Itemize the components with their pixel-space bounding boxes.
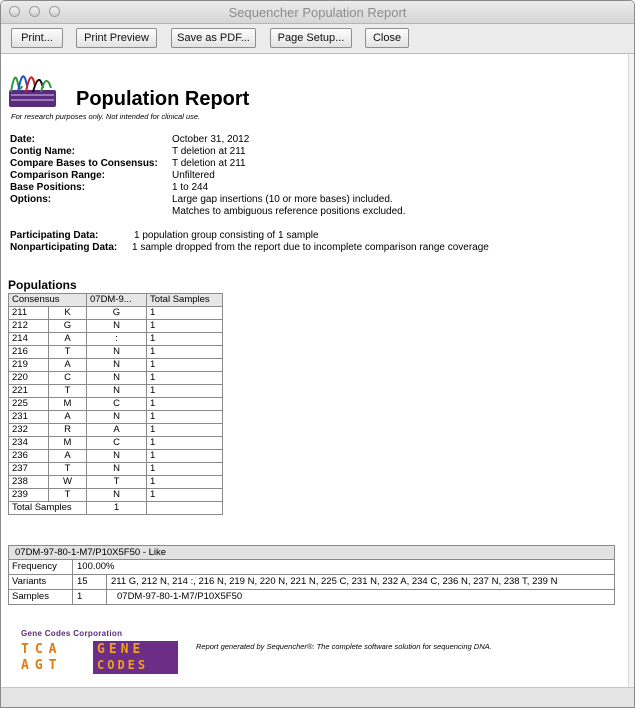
cell-sample-base: N	[87, 463, 147, 476]
cell-sample-base: C	[87, 437, 147, 450]
cell-total-samples: 1	[147, 359, 223, 372]
total-samples-value: 1	[87, 502, 147, 515]
title-bar[interactable]	[1, 1, 634, 24]
footer-text: Report generated by Sequencher®: The complete software solution for sequencing DNA.	[196, 642, 492, 651]
cell-consensus-base: R	[49, 424, 87, 437]
nonparticipating-value: 1 sample dropped from the report due to incomplete comparison range coverage	[132, 242, 489, 253]
cell-total-samples: 1	[147, 333, 223, 346]
cell-position: 238	[9, 476, 49, 489]
cell-sample-base: A	[87, 424, 147, 437]
table-row	[9, 385, 223, 398]
cell-position: 225	[9, 398, 49, 411]
cell-consensus-base: G	[49, 320, 87, 333]
samples-name: 07DM-97-80-1-M7/P10X5F50	[117, 591, 243, 602]
info-value-compare: T deletion at 211	[172, 158, 246, 169]
cell-sample-base: N	[87, 359, 147, 372]
cell-total-samples: 1	[147, 424, 223, 437]
info-label-compare: Compare Bases to Consensus:	[10, 158, 158, 169]
info-label-options: Options:	[10, 194, 52, 205]
report-content	[1, 54, 634, 687]
cell-consensus-base: T	[49, 489, 87, 502]
cell-consensus-base: C	[49, 372, 87, 385]
cell-position: 231	[9, 411, 49, 424]
sequencher-logo-icon	[9, 64, 57, 108]
cell-position: 232	[9, 424, 49, 437]
populations-table	[8, 293, 223, 515]
info-label-range: Comparison Range:	[10, 170, 106, 181]
header-consensus: Consensus	[9, 294, 87, 307]
participating-value: 1 population group consisting of 1 sample	[134, 230, 319, 241]
table-row	[9, 476, 223, 489]
samples-label: Samples	[9, 590, 73, 604]
cell-total-samples: 1	[147, 346, 223, 359]
cell-total-samples: 1	[147, 437, 223, 450]
populations-heading: Populations	[8, 278, 77, 292]
table-row	[9, 359, 223, 372]
variants-label: Variants	[9, 575, 73, 589]
variants-count: 15	[73, 575, 107, 589]
frequency-row	[9, 560, 614, 575]
cell-total-samples: 1	[147, 307, 223, 320]
info-value-date: October 31, 2012	[172, 134, 250, 145]
cell-total-samples: 1	[147, 463, 223, 476]
info-value-range: Unfiltered	[172, 170, 215, 181]
total-samples-row	[9, 502, 223, 515]
print-preview-button[interactable]: Print Preview	[76, 28, 157, 48]
cell-consensus-base: A	[49, 411, 87, 424]
table-row	[9, 450, 223, 463]
cell-sample-base: N	[87, 450, 147, 463]
population-summary	[8, 545, 615, 605]
cell-total-samples: 1	[147, 372, 223, 385]
table-row	[9, 346, 223, 359]
frequency-label: Frequency	[9, 560, 73, 574]
cell-position: 221	[9, 385, 49, 398]
variants-row	[9, 575, 614, 590]
cell-total-samples: 1	[147, 489, 223, 502]
status-bar	[1, 687, 634, 708]
samples-row	[9, 590, 614, 604]
logo-agt: AGT	[21, 658, 63, 673]
cell-total-samples: 1	[147, 320, 223, 333]
nonparticipating-label: Nonparticipating Data:	[10, 242, 118, 253]
cell-position: 220	[9, 372, 49, 385]
table-row	[9, 424, 223, 437]
cell-total-samples: 1	[147, 476, 223, 489]
cell-consensus-base: T	[49, 346, 87, 359]
table-row	[9, 372, 223, 385]
cell-position: 234	[9, 437, 49, 450]
cell-position: 219	[9, 359, 49, 372]
table-row	[9, 333, 223, 346]
cell-sample-base: :	[87, 333, 147, 346]
cell-sample-base: N	[87, 385, 147, 398]
cell-position: 237	[9, 463, 49, 476]
cell-consensus-base: A	[49, 333, 87, 346]
table-row	[9, 489, 223, 502]
info-value-positions: 1 to 244	[172, 182, 209, 193]
cell-consensus-base: T	[49, 385, 87, 398]
participating-label: Participating Data:	[10, 230, 99, 241]
cell-consensus-base: A	[49, 359, 87, 372]
frequency-value: 100.00%	[77, 561, 115, 572]
cell-consensus-base: T	[49, 463, 87, 476]
cell-consensus-base: A	[49, 450, 87, 463]
company-name: Gene Codes Corporation	[21, 629, 123, 638]
logo-codes: CODES	[97, 658, 149, 672]
cell-sample-base: N	[87, 372, 147, 385]
cell-position: 216	[9, 346, 49, 359]
cell-position: 239	[9, 489, 49, 502]
cell-sample-base: N	[87, 411, 147, 424]
table-row	[9, 437, 223, 450]
info-value-options-2: Matches to ambiguous reference positions excluded.	[172, 206, 406, 217]
logo-tca: TCA	[21, 642, 63, 657]
cell-consensus-base: M	[49, 398, 87, 411]
cell-position: 211	[9, 307, 49, 320]
info-value-contig: T deletion at 211	[172, 146, 246, 157]
gene-codes-logo	[93, 641, 178, 674]
table-row	[9, 307, 223, 320]
print-button[interactable]: Print...	[11, 28, 63, 48]
report-title: Population Report	[76, 88, 250, 110]
info-label-date: Date:	[10, 134, 36, 145]
header-total-samples: Total Samples	[147, 294, 223, 307]
info-label-contig: Contig Name:	[10, 146, 75, 157]
logo-gene: GENE	[97, 642, 145, 657]
cell-sample-base: N	[87, 320, 147, 333]
page-setup-button[interactable]: Page Setup...	[270, 28, 352, 48]
cell-total-samples: 1	[147, 398, 223, 411]
table-row	[9, 320, 223, 333]
header-sample: 07DM-9...	[87, 294, 147, 307]
total-samples-empty	[147, 502, 223, 515]
cell-sample-base: N	[87, 489, 147, 502]
variants-list: 211 G, 212 N, 214 :, 216 N, 219 N, 220 N, 221 N, 225 C, 231 N, 232 A, 234 C, 236 N, 237 N, 238 T, 239 N	[111, 576, 558, 587]
info-label-positions: Base Positions:	[10, 182, 86, 193]
cell-sample-base: G	[87, 307, 147, 320]
total-samples-label: Total Samples	[9, 502, 87, 515]
cell-position: 212	[9, 320, 49, 333]
cell-consensus-base: M	[49, 437, 87, 450]
disclaimer: For research purposes only. Not intended for clinical use.	[11, 112, 201, 121]
samples-count: 1	[73, 590, 107, 604]
table-row	[9, 398, 223, 411]
cell-consensus-base: W	[49, 476, 87, 489]
cell-consensus-base: K	[49, 307, 87, 320]
info-value-options: Large gap insertions (10 or more bases) included.	[172, 194, 393, 205]
cell-sample-base: T	[87, 476, 147, 489]
cell-sample-base: C	[87, 398, 147, 411]
close-button[interactable]: Close	[365, 28, 409, 48]
cell-total-samples: 1	[147, 411, 223, 424]
cell-position: 236	[9, 450, 49, 463]
cell-position: 214	[9, 333, 49, 346]
table-row	[9, 411, 223, 424]
populations-header-row	[9, 294, 223, 307]
vertical-scrollbar[interactable]	[628, 54, 634, 687]
cell-sample-base: N	[87, 346, 147, 359]
window-title: Sequencher Population Report	[228, 5, 407, 20]
save-as-pdf-button[interactable]: Save as PDF...	[171, 28, 256, 48]
summary-header: 07DM-97-80-1-M7/P10X5F50 - Like	[9, 546, 614, 560]
cell-total-samples: 1	[147, 385, 223, 398]
toolbar	[1, 24, 634, 54]
table-row	[9, 463, 223, 476]
cell-total-samples: 1	[147, 450, 223, 463]
